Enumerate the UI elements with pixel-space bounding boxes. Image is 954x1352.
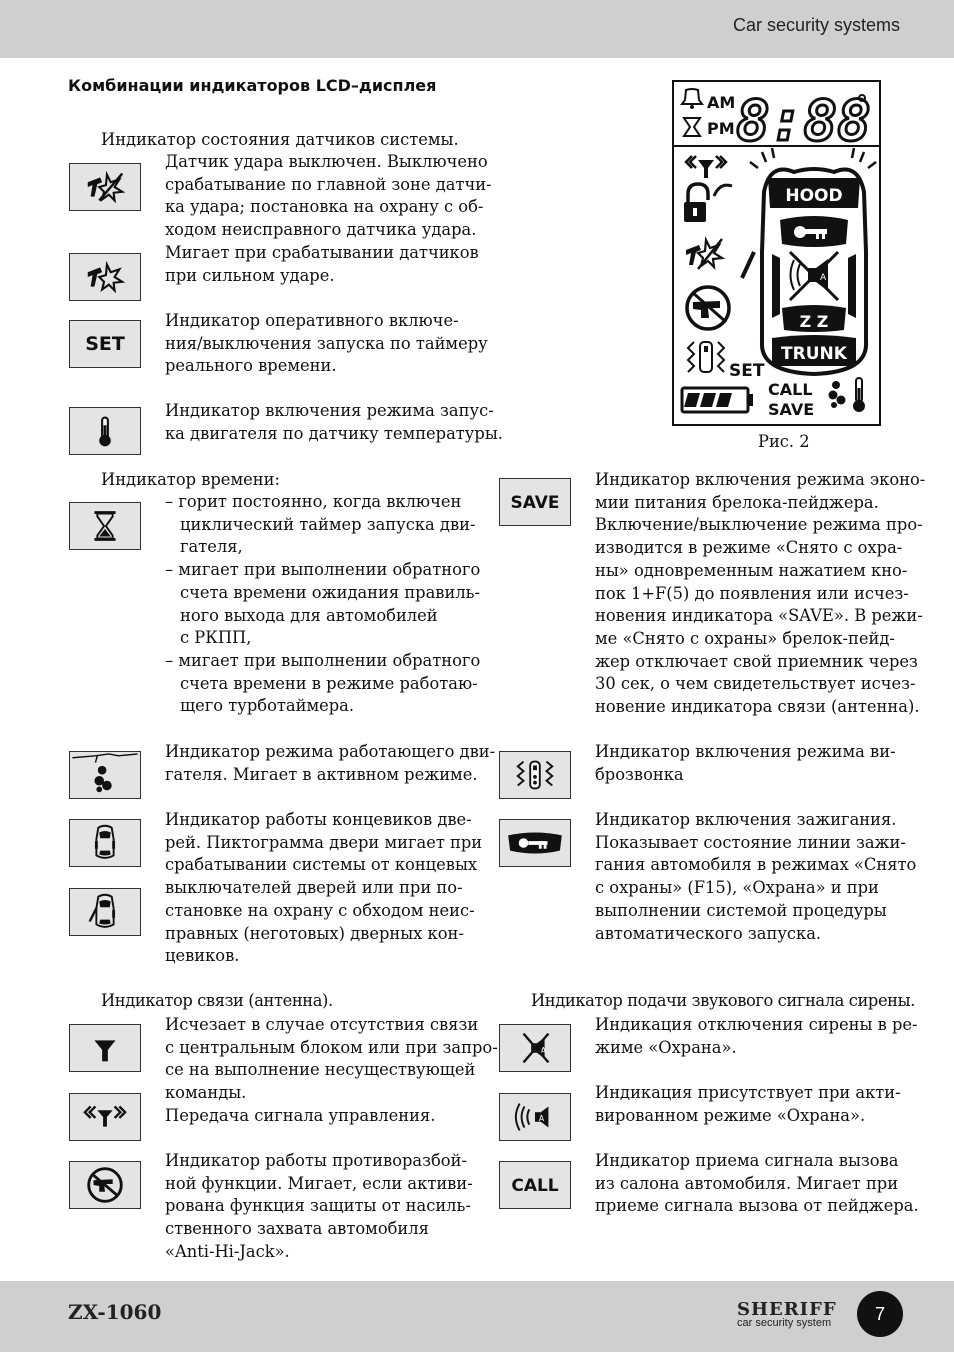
time-intro: Индикатор времени:	[101, 470, 280, 489]
call-icon: CALL	[499, 1161, 571, 1209]
shock-sensor-off-icon	[69, 163, 141, 211]
anti-hijack-icon	[69, 1161, 141, 1209]
am-label: AM	[707, 93, 736, 112]
ignition-key-icon	[499, 819, 571, 867]
section-heading: Комбинации индикаторов LCD–дисплея	[68, 76, 437, 95]
engine-indicator-text: Индикатор режима работающего дви- гателя. Мигает в активном режиме.	[165, 742, 496, 784]
model-name: ZX-1060	[68, 1300, 162, 1324]
shock-sensor-icon	[69, 253, 141, 301]
page-footer	[0, 1281, 954, 1352]
header-title: Car security systems	[732, 15, 900, 35]
lcd-save-label: SAVE	[768, 400, 815, 419]
antenna-indicator-text: Исчезает в случае отсутствия связи с центральным блоком или при запро- се на выполнение несуществующей команды. Передача сигнала управления.	[165, 1015, 498, 1125]
antenna-icon	[69, 1024, 141, 1072]
sensors-intro: Индикатор состояния датчиков системы.	[101, 130, 459, 149]
lcd-display-figure	[672, 80, 881, 426]
siren-off-text: Индикация отключения сирены в ре- жиме «Охрана».	[595, 1015, 918, 1057]
svg-text:A: A	[538, 1113, 545, 1123]
door-open-icon	[69, 888, 141, 936]
page-header	[0, 0, 954, 58]
set-icon: SET	[69, 320, 141, 368]
hijack-indicator-text: Индикатор работы противоразбой- ной функции. Мигает, если активи- рована функция защиты от насиль- ственного захвата автомобиля «Anti-Hi-Jack».	[165, 1151, 473, 1261]
doors-closed-icon	[69, 819, 141, 867]
antenna-transmit-icon	[69, 1093, 141, 1141]
bell-icon	[682, 89, 702, 104]
antenna-intro: Индикатор связи (антенна).	[101, 991, 333, 1010]
time-list: – горит постоянно, когда включен циклический таймер запуска дви- гателя, – мигает при выполнении обратного счета времени ожидания правиль- ного выхода для автомобилей с РКПП, – мигает при выполнении обратного счета времени в режиме работаю- щего турботаймера.	[165, 492, 481, 716]
thermometer-icon	[69, 407, 141, 455]
zz-label: Z Z	[799, 312, 829, 331]
doors-indicator-text: Индикатор работы концевиков две- рей. Пиктограмма двери мигает при срабатывании системы от концевых выключателей дверей или при по- становке на охрану с обходом неис- правных (неготовых) дверных кон- цевиков.	[165, 810, 483, 966]
siren-on-text: Индикация присутствует при акти- вированном режиме «Охрана».	[595, 1083, 901, 1125]
clock-digits: 8:88	[736, 89, 871, 154]
temperature-indicator-text: Индикатор включения режима запус- ка двигателя по датчику температуры.	[165, 401, 503, 443]
lcd-call-label: CALL	[768, 380, 813, 399]
save-icon: SAVE	[499, 478, 571, 526]
call-indicator-text: Индикатор приема сигнала вызова из салона автомобиля. Мигает при приеме сигнала вызова от пейджера.	[595, 1151, 919, 1216]
set-indicator-text: Индикатор оперативного включе- ния/выключения запуска по таймеру реального времени.	[165, 311, 488, 376]
brand-logo: SHERIFF	[737, 1299, 837, 1320]
siren-on-icon	[499, 1093, 571, 1141]
engine-running-icon	[69, 751, 141, 799]
svg-text:A: A	[540, 1045, 546, 1055]
pm-label: PM	[707, 119, 735, 138]
hood-label: HOOD	[785, 186, 843, 206]
ignition-indicator-text: Индикатор включения зажигания. Показывает состояние линии зажи- гания автомобиля в режимах «Снято с охраны» (F15), «Охрана» и при выполнении системой процедуры автоматического запуска.	[595, 810, 917, 943]
siren-intro: Индикатор подачи звукового сигнала сирены.	[531, 991, 915, 1010]
hourglass-small-icon	[684, 118, 700, 136]
hourglass-icon	[69, 502, 141, 550]
lcd-set-label: SET	[729, 361, 765, 381]
shock-sensor-text: Датчик удара выключен. Выключено срабатывание по главной зоне датчи- ка удара; постановка на охрану с об- ходом неисправного датчика удара. Мигает при срабатывании датчиков при сильном ударе.	[165, 152, 492, 285]
vibration-icon	[499, 751, 571, 799]
figure-caption: Рис. 2	[758, 432, 810, 451]
vibro-indicator-text: Индикатор включения режима ви- брозвонка	[595, 742, 896, 784]
svg-text:A: A	[820, 273, 827, 283]
save-indicator-text: Индикатор включения режима эконо- мии питания брелока-пейджера. Включение/выключение режима про- изводится в режиме «Снято с охра- ны» одновременным нажатием кно- пок 1+F(5) до появления или исчез- новения индикатора «SAVE». В режи- ме «Снято с охраны» брелок-пейд- жер отключает свой приемник через 30 сек, о чем свидетельствует исчез- новение индикатора связи (антенна).	[595, 470, 926, 717]
brand-subtitle: car security system	[737, 1317, 832, 1329]
siren-off-icon	[499, 1024, 571, 1072]
page-number: 7	[857, 1291, 903, 1337]
trunk-label: TRUNK	[781, 344, 847, 364]
